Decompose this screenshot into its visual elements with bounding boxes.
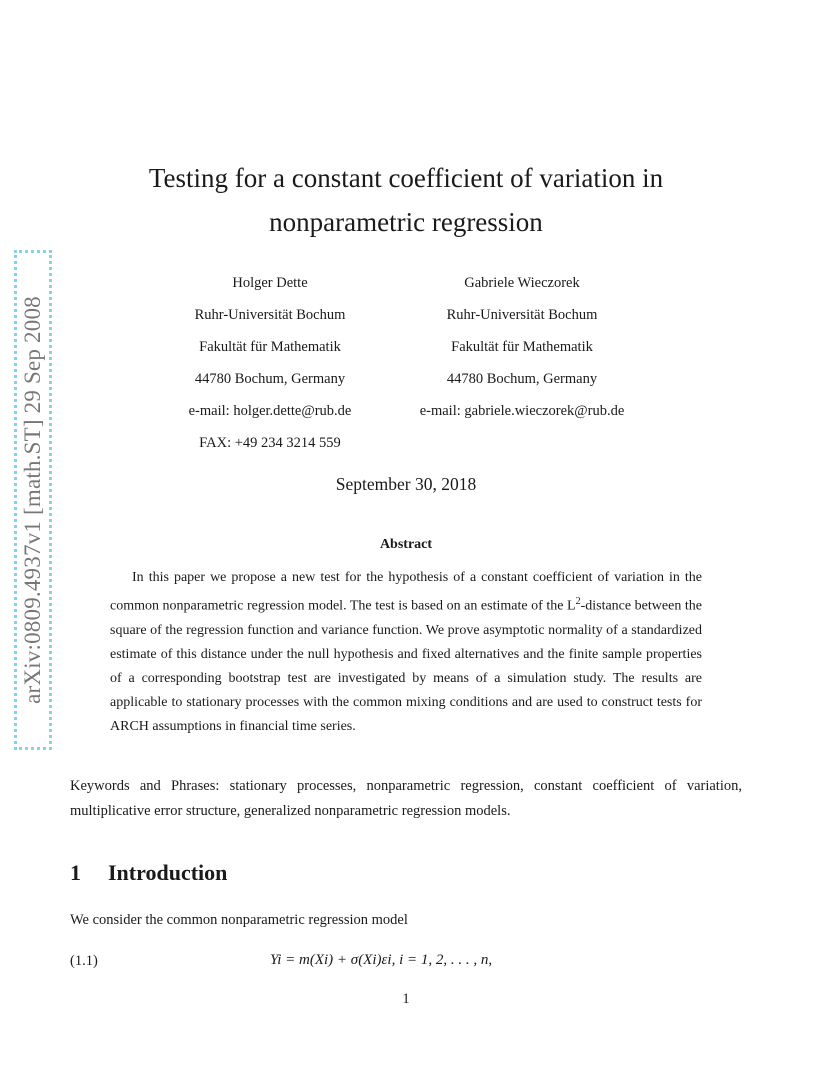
- abstract-body: [110, 566, 702, 739]
- abstract-heading: Abstract: [379, 537, 433, 552]
- author-affiliation: Ruhr-Universität Bochum: [194, 307, 346, 323]
- equation-number: (1.1): [70, 953, 98, 969]
- section-title: Introduction: [108, 860, 228, 885]
- page-number: 1: [402, 991, 410, 1007]
- author-department: Fakultät für Mathematik: [451, 339, 593, 355]
- arxiv-stamp-text: arXiv:0809.4937v1 [math.ST] 29 Sep 2008: [20, 296, 45, 704]
- section-number: 1: [70, 860, 81, 885]
- author-block-wieczorek: [392, 267, 652, 427]
- author-email: e-mail: gabriele.wieczorek@rub.de: [419, 403, 625, 419]
- intro-paragraph: We consider the common nonparametric regression model: [70, 912, 408, 928]
- author-block-dette: [150, 267, 390, 459]
- abstract-superscript: 2: [575, 596, 581, 607]
- section-heading: [70, 860, 227, 886]
- abstract-paragraph: [110, 566, 702, 739]
- author-name: Holger Dette: [232, 275, 308, 291]
- author-address: 44780 Bochum, Germany: [446, 371, 598, 387]
- author-name: Gabriele Wieczorek: [464, 275, 580, 291]
- arxiv-stamp: [14, 250, 52, 750]
- author-address: 44780 Bochum, Germany: [194, 371, 346, 387]
- author-fax: FAX: +49 234 3214 559: [199, 435, 341, 451]
- paper-title: [0, 156, 812, 244]
- keywords-paragraph: Keywords and Phrases: stationary processes, nonparametric regression, constant coefficient of variation, multiplicative error structure, generalized nonparametric regression models.: [70, 778, 742, 819]
- abstract-text-part-2: -distance between the square of the regression function and variance function. We prove asymptotic normality of a standardized estimate of this distance under the null hypothesis and fixed alternatives and the finite sample properties of a corresponding bootstrap test are investigated by means of a simulation study. The results are applicable to stationary processes with the common mixing conditions and are used to construct tests for ARCH assumptions in financial time series.: [110, 598, 702, 734]
- paper-date: September 30, 2018: [335, 474, 477, 494]
- author-department: Fakultät für Mathematik: [199, 339, 341, 355]
- equation: Yi = m(Xi) + σ(Xi)εi, i = 1, 2, . . . , n,: [270, 952, 493, 968]
- author-affiliation: Ruhr-Universität Bochum: [446, 307, 598, 323]
- abstract-text-part-1: In this paper we propose a new test for the hypothesis of a constant coefficient of variation in the common nonparametric regression model. The test is based on an estimate of the L: [110, 570, 702, 614]
- title-line-1: Testing for a constant coefficient of variation in: [148, 163, 664, 193]
- title-line-2: nonparametric regression: [269, 207, 543, 237]
- author-email: e-mail: holger.dette@rub.de: [188, 403, 352, 419]
